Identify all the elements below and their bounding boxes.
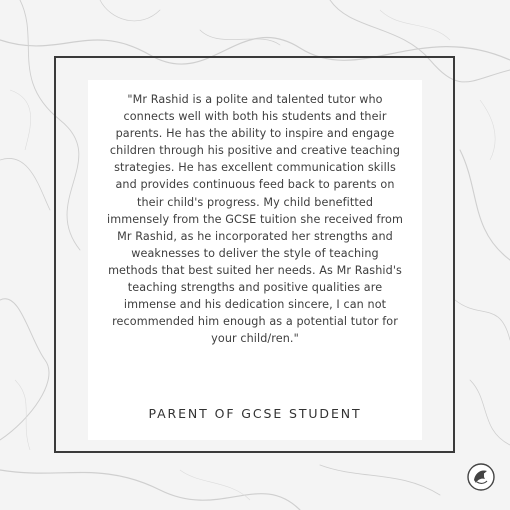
testimonial-quote: "Mr Rashid is a polite and talented tutor who connects well with both his students and their parents. He has the ability to inspire and engage children through his positive and creative teaching strategies. He has excellent communication skills and provides continuous feed back to parents on their child's progress. My child benefitted immensely from the GCSE tuition she received from Mr Rashid, as he incorporated her strengths and weaknesses to deliver the style of teaching methods that best suited her needs. As Mr Rashid's teaching strengths and positive qualities are immense and his dedication sincere, I can not recommended him enough as a potential tutor for your child/ren." [107, 93, 403, 346]
brand-logo-icon [466, 462, 496, 492]
testimonial-attribution: PARENT OF GCSE STUDENT [148, 406, 362, 421]
